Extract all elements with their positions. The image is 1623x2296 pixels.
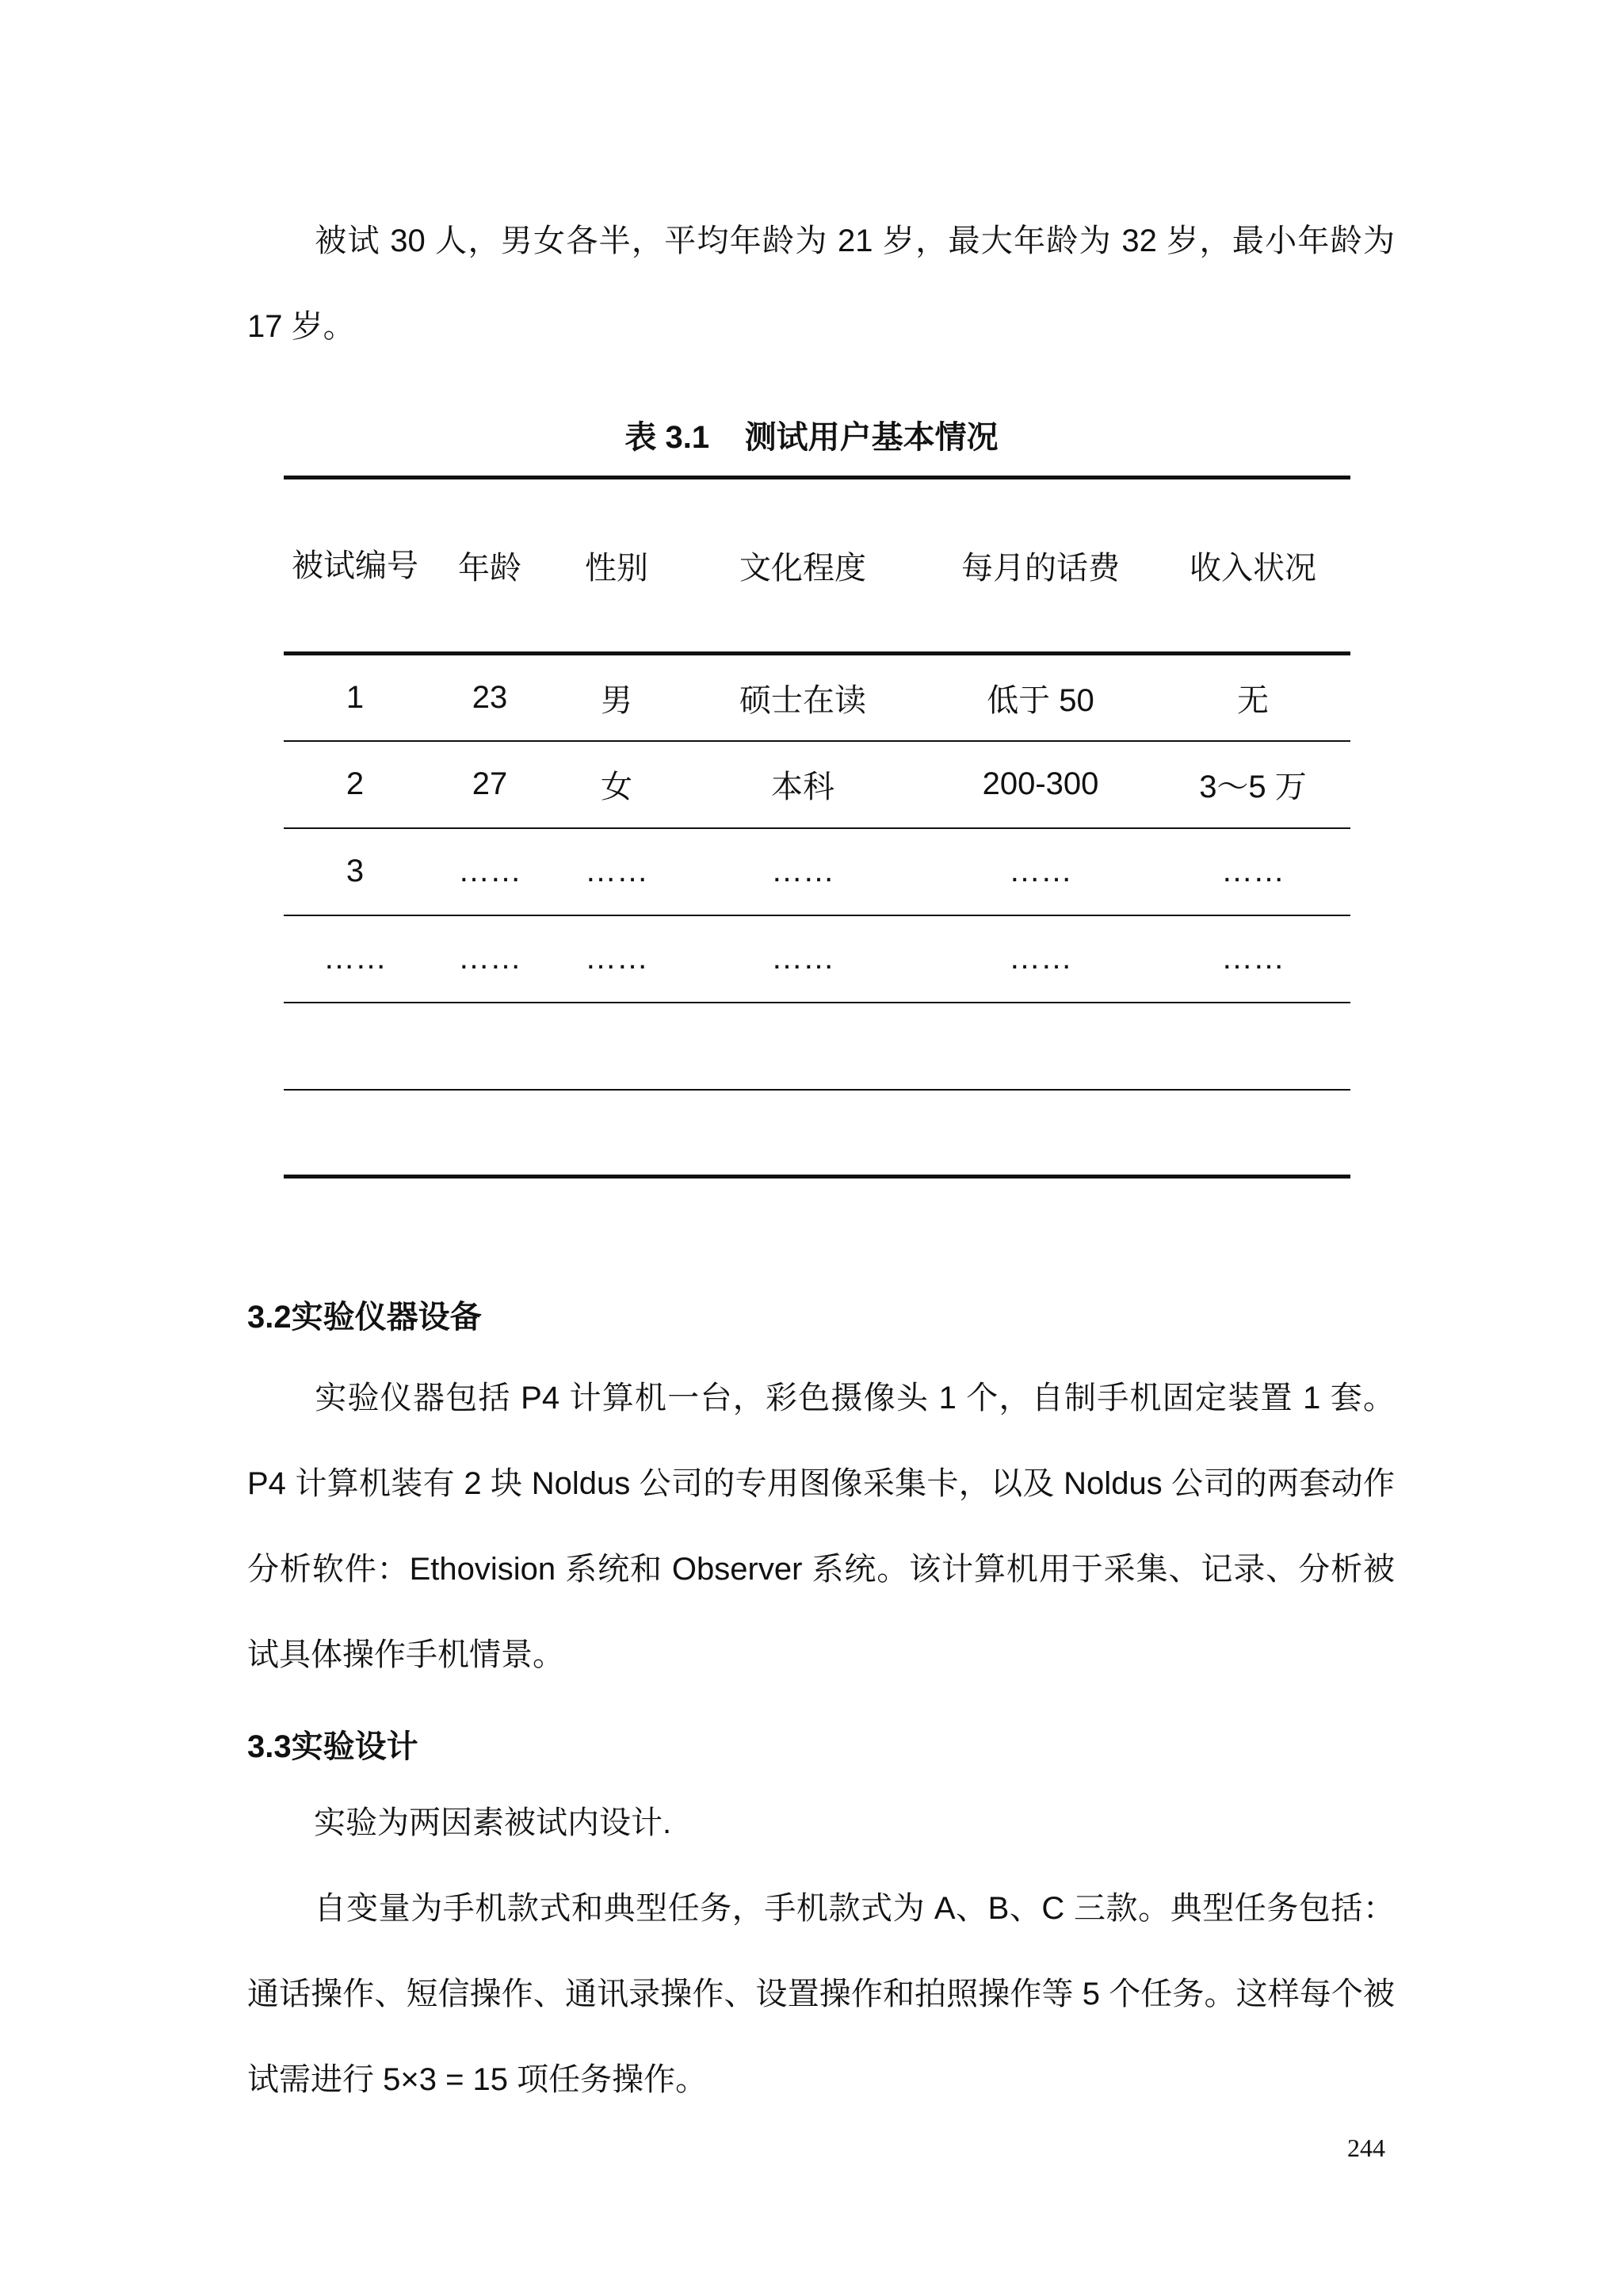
table-caption: 表 3.1 测试用户基本情况 (624, 420, 999, 455)
cell-subject-id: …… (323, 941, 387, 976)
cell-subject-id: 2 (346, 766, 365, 801)
cell-gender: 女 (601, 770, 632, 804)
cell-monthly-fee: 200-300 (982, 766, 1099, 801)
table-row-empty (284, 1003, 1350, 1090)
cell-income: …… (1221, 941, 1285, 976)
section-3-2-text: 实验仪器包括 P4 计算机一台，彩色摄像头 1 个，自制手机固定装置 1 套。P4 计算机装有 2 块 Noldus 公司的专用图像采集卡，以及 Noldus 公司的两套动作分析软件：Ethovision 系统和 Observer 系统。该计算机用于采集、记录、分析被试具体操作手机情景。 (247, 1381, 1395, 1672)
cell-age: …… (458, 854, 521, 888)
cell-empty (926, 1090, 1155, 1177)
cell-monthly-fee: 低于 50 (987, 682, 1094, 718)
cell-empty (1155, 1003, 1350, 1090)
cell-age: 27 (472, 766, 508, 801)
cell-empty (926, 1003, 1155, 1090)
user-info-table (284, 476, 1350, 1179)
cell-subject-id: 1 (346, 679, 365, 715)
section-3-3-text-2: 自变量为手机款式和典型任务，手机款式为 A、B、C 三款。典型任务包括：通话操作、短信操作、通讯录操作、设置操作和拍照操作等 5 个任务。这样每个被试需进行 5×3 = 15 项任务操作。 (247, 1891, 1395, 2097)
cell-income: …… (1221, 854, 1285, 888)
intro-paragraph (247, 198, 1395, 369)
cell-monthly-fee: …… (1009, 854, 1072, 888)
header-age: 年龄 (458, 551, 521, 586)
table-row (284, 654, 1350, 741)
table-row (284, 915, 1350, 1003)
table-header-row (284, 478, 1350, 654)
cell-education: …… (771, 854, 834, 888)
header-gender: 性别 (585, 551, 648, 586)
cell-empty (426, 1090, 553, 1177)
cell-empty (553, 1090, 680, 1177)
intro-text: 被试 30 人，男女各半，平均年龄为 21 岁，最大年龄为 32 岁，最小年龄为 17 岁。 (247, 223, 1395, 344)
section-3-3-paragraph-1 (247, 1780, 1395, 1866)
cell-income: 无 (1237, 682, 1269, 718)
section-3-3-paragraph-2 (247, 1866, 1395, 2122)
cell-gender: …… (585, 854, 648, 888)
cell-empty (680, 1090, 926, 1177)
cell-empty (1155, 1090, 1350, 1177)
cell-education: …… (771, 941, 834, 976)
table-row (284, 741, 1350, 828)
cell-empty (284, 1090, 426, 1177)
header-education: 文化程度 (739, 551, 866, 586)
header-monthly-fee: 每月的话费 (961, 551, 1120, 586)
cell-empty (426, 1003, 553, 1090)
section-3-3-text-1: 实验为两因素被试内设计. (314, 1805, 672, 1840)
table-row (284, 828, 1350, 915)
cell-age: …… (458, 941, 521, 976)
header-income: 收入状况 (1190, 551, 1316, 586)
cell-education: 硕士在读 (739, 682, 866, 718)
cell-subject-id: 3 (346, 854, 365, 888)
cell-education: 本科 (771, 770, 834, 804)
cell-gender: 男 (601, 682, 632, 718)
section-3-2-paragraph (247, 1355, 1395, 1698)
page-number: 244 (1347, 2134, 1385, 2162)
section-heading-3-3: 3.3实验设计 (247, 1729, 418, 1764)
header-subject-id: 被试编号 (292, 548, 418, 583)
cell-gender: …… (585, 941, 648, 976)
section-heading-3-2: 3.2实验仪器设备 (247, 1300, 482, 1335)
table-row-empty (284, 1090, 1350, 1177)
cell-monthly-fee: …… (1009, 941, 1072, 976)
cell-income: 3～5 万 (1199, 770, 1307, 804)
cell-empty (680, 1003, 926, 1090)
cell-age: 23 (472, 679, 508, 715)
cell-empty (553, 1003, 680, 1090)
cell-empty (284, 1003, 426, 1090)
